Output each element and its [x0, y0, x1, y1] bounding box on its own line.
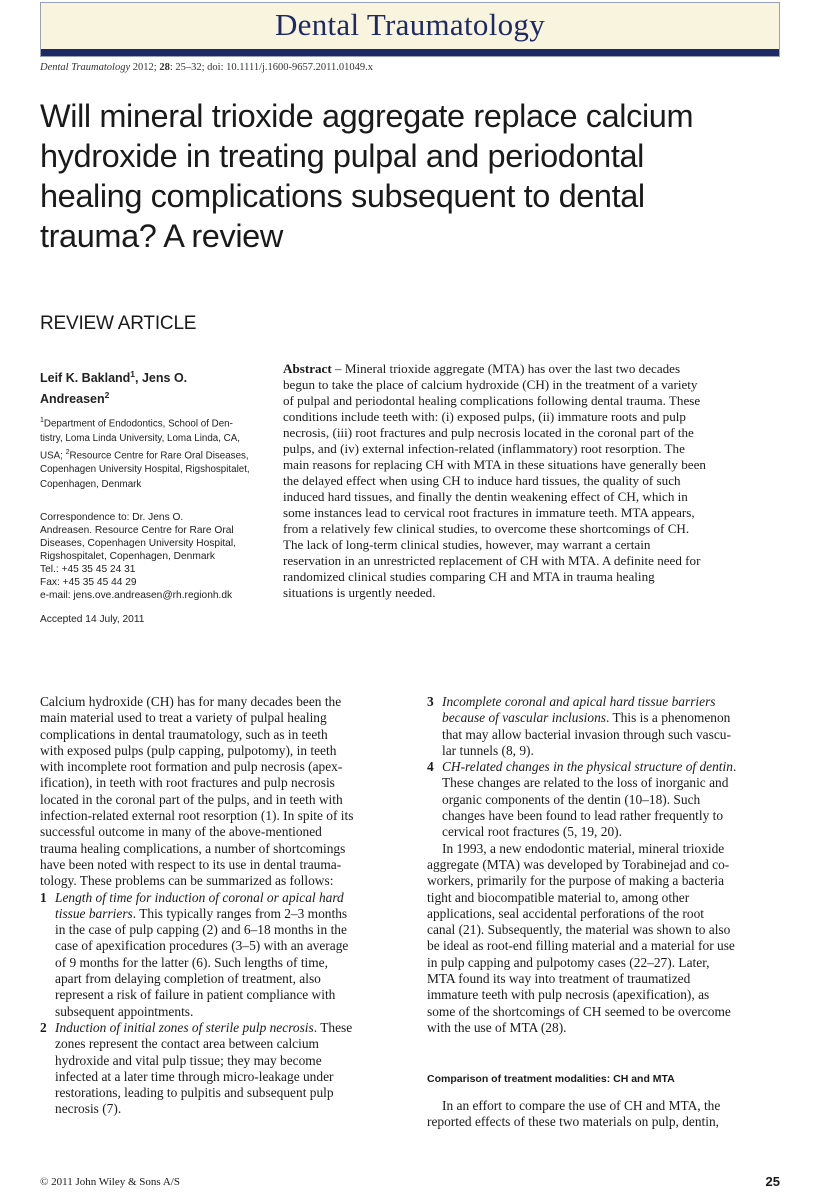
journal-banner [40, 2, 780, 57]
author-name: Leif K. Bakland [40, 371, 131, 386]
list-item-title: Incomplete coronal and apical hard tissue barriers [442, 694, 716, 709]
title-line: hydroxide in treating pulpal and periodontal [40, 138, 644, 174]
abstract-line: necrosis, (iii) root fractures and pulp necrosis located in the coronal part of the [283, 425, 694, 440]
author-name: Andreasen [40, 392, 105, 407]
body-line: main material used to treat a variety of pulpal healing [40, 710, 327, 726]
list-item-title: because of vascular inclusions [442, 710, 607, 726]
journal-name: Dental Traumatology [274, 7, 546, 42]
corr-phone: Tel.: +45 35 45 24 31 [40, 563, 136, 575]
abstract-line: begun to take the place of calcium hydroxide (CH) in the treatment of a variety [283, 377, 698, 392]
abstract-line: conditions include teeth with: (i) exposed pulps, (ii) immature roots and pulp [283, 409, 686, 424]
corr-line: Rigshospitalet, Copenhagen, Denmark [40, 550, 215, 562]
corr-line: Andreasen. Resource Centre for Rare Oral [40, 524, 234, 536]
body-line: . This is a phenomenon [606, 710, 731, 726]
abstract-line: the delayed effect when using CH to induce hard tissues, the quality of such [283, 473, 681, 488]
article-type: REVIEW ARTICLE [40, 313, 197, 334]
body-line: have been noted with respect to its use in dental trauma- [40, 856, 342, 872]
body-line: zones represent the contact area between calcium [55, 1036, 319, 1052]
affil-line: Copenhagen University Hospital, Rigshospitalet, [40, 464, 250, 476]
body-line: changes have been found to lead rather frequently to [442, 808, 724, 824]
body-column-left [40, 694, 402, 1118]
body-line: tight and biocompatible material to, among other [427, 889, 690, 905]
citation-doi: : 25–32; doi: 10.1111/j.1600-9657.2011.01049.x [169, 62, 374, 73]
body-line: in the case of pulp capping (2) and 6–18 months in the [55, 922, 347, 938]
author-sup: 2 [104, 390, 110, 401]
body-line: be ideal as root-end filling material and a material for use [427, 938, 735, 954]
list-number: 1 [40, 889, 47, 905]
banner-bar [41, 49, 779, 56]
body-line: subsequent appointments. [55, 1003, 194, 1019]
title-line: healing complications subsequent to dental [40, 178, 645, 214]
body-line: organic components of the dentin (10–18). Such [442, 791, 701, 807]
body-line: case of apexification procedures (3–5) with an average [55, 938, 349, 954]
author-sidebar [40, 366, 280, 625]
body-line: with exposed pulps (pulp capping, pulpotomy), in teeth [40, 742, 337, 758]
body-line: workers, primarily for the purpose of making a bacteria [427, 873, 725, 889]
corr-fax: Fax: +45 35 45 44 29 [40, 576, 137, 588]
body-line: located in the coronal part of the pulps, and in teeth with [40, 791, 343, 807]
affil-line: USA; [40, 450, 66, 462]
body-line: trauma healing complications, a number of shortcomings [40, 840, 346, 856]
body-line: MTA found its way into treatment of traumatized [427, 971, 691, 987]
abstract-line: The lack of long-term clinical studies, however, may warrant a certain [283, 537, 651, 552]
abstract-line: of pulpal and periodontal healing complications following dental trauma. These [283, 393, 701, 408]
list-item-title: Length of time for induction of coronal or apical hard [55, 889, 344, 905]
body-line: lar tunnels (8, 9). [442, 742, 534, 758]
affil-sup: 2 [65, 448, 70, 456]
abstract-label: Abstract [283, 361, 332, 376]
body-line: apart from delaying completion of treatment, also [55, 971, 321, 987]
body-line: ification), in teeth with root fractures and pulp necrosis [40, 775, 335, 791]
correspondence [40, 511, 280, 602]
body-line: hydroxide and vital pulp tissue; they may become [55, 1052, 322, 1068]
abstract-line: – Mineral trioxide aggregate (MTA) has over the last two decades [331, 361, 681, 376]
body-line: In 1993, a new endodontic material, mineral trioxide [442, 840, 725, 856]
corr-line: Diseases, Copenhagen University Hospital, [40, 537, 236, 549]
affil-line: Resource Centre for Rare Oral Diseases, [69, 450, 249, 462]
affil-line: Copenhagen, Denmark [40, 478, 142, 490]
abstract [283, 361, 788, 601]
author-sup: 1 [130, 369, 136, 379]
body-line: . These [313, 1019, 353, 1035]
citation-volume: 28 [159, 62, 170, 73]
abstract-line: situations is urgently needed. [283, 585, 436, 600]
body-line: that may allow bacterial invasion through such vascu- [442, 726, 731, 742]
abstract-line: from a relatively few clinical studies, to overcome these shortcomings of CH. [283, 521, 690, 536]
body-line: In an effort to compare the use of CH and MTA, the [442, 1098, 721, 1113]
body-line: necrosis (7). [55, 1101, 122, 1117]
list-number: 4 [427, 759, 434, 775]
body-line: applications, seal accidental perforations of the root [427, 905, 705, 921]
title-line: trauma? A review [40, 218, 283, 254]
article-title [40, 96, 800, 256]
citation-journal: Dental Traumatology [40, 62, 131, 73]
copyright: © 2011 John Wiley & Sons A/S [40, 1176, 180, 1188]
body-line: infection-related external root resorption (1). In spite of its [40, 808, 354, 824]
body-line: restorations, leading to pulpitis and subsequent pulp [55, 1085, 334, 1101]
body-line: successful outcome in many of the above-mentioned [40, 824, 322, 840]
body-line: tology. These problems can be summarized as follows: [40, 873, 334, 889]
list-item-title: CH-related changes in the physical structure of dentin [442, 759, 733, 775]
body-line: infected at a later time through micro-leakage under [55, 1068, 334, 1084]
body-line: with incomplete root formation and pulp necrosis (apex- [40, 759, 343, 775]
corr-email[interactable]: e-mail: jens.ove.andreasen@rh.regionh.dk [40, 589, 233, 601]
abstract-line: some instances lead to cervical root fractures in immature teeth. MTA appears, [283, 505, 695, 520]
body-line: . [732, 759, 737, 775]
title-line: Will mineral trioxide aggregate replace calcium [40, 98, 694, 134]
affil-sup: 1 [40, 417, 44, 425]
body-line: Calcium hydroxide (CH) has for many decades been the [40, 694, 342, 709]
abstract-line: main reasons for replacing CH with MTA in these situations have generally been [283, 457, 706, 472]
body-line: immature teeth with pulp necrosis (apexification), as [427, 987, 710, 1003]
authors [40, 366, 280, 408]
body-line: complications in dental traumatology, such as in teeth [40, 726, 328, 742]
body-line: represent a risk of failure in patient compliance with [55, 987, 336, 1003]
abstract-line: randomized clinical studies comparing CH and MTA in trauma healing [283, 569, 655, 584]
body-column-right [427, 694, 789, 1036]
citation-year: 2012; [132, 62, 157, 73]
affil-line: tistry, Loma Linda University, Loma Linda, CA, [40, 432, 241, 444]
page-number: 25 [765, 1174, 780, 1189]
abstract-line: reservation in an unrestricted replacement of CH with MTA. A definite need for [283, 553, 701, 568]
body-line: cervical root fractures (5, 19, 20). [442, 824, 622, 840]
body-line: reported effects of these two materials on pulp, dentin, [427, 1114, 720, 1130]
author-name: , Jens O. [135, 371, 188, 386]
corr-line: Correspondence to: Dr. Jens O. [40, 511, 184, 523]
list-number: 2 [40, 1019, 47, 1035]
list-number: 3 [427, 694, 434, 709]
list-item-title: Induction of initial zones of sterile pulp necrosis [55, 1019, 314, 1035]
list-item-title: tissue barriers [55, 905, 133, 921]
body-line: with the use of MTA (28). [427, 1019, 567, 1035]
section-heading: Comparison of treatment modalities: CH and MTA [427, 1073, 675, 1085]
abstract-line: induced hard tissues, and finally the dentin weakening effect of CH, which in [283, 489, 688, 504]
body-line: aggregate (MTA) was developed by Torabinejad and co- [427, 856, 730, 872]
body-line: some of the shortcomings of CH seemed to be overcome [427, 1003, 731, 1019]
body-column-right-continued [427, 1098, 720, 1131]
body-line: in pulp capping and pulpotomy cases (22–27). Later, [427, 954, 710, 970]
body-line: of 9 months for the latter (6). Such lengths of time, [55, 954, 328, 970]
citation-line [40, 62, 373, 73]
accepted-date: Accepted 14 July, 2011 [40, 613, 145, 625]
abstract-line: pulps, and (iv) external infection-related (inflammatory) root resorption. The [283, 441, 685, 456]
body-line: canal (21). Subsequently, the material was shown to also [427, 922, 731, 938]
affiliations [40, 414, 280, 492]
body-line: . This typically ranges from 2–3 months [132, 905, 348, 921]
body-line: These changes are related to the loss of inorganic and [442, 775, 729, 791]
affil-line: Department of Endodontics, School of Den- [43, 418, 233, 430]
